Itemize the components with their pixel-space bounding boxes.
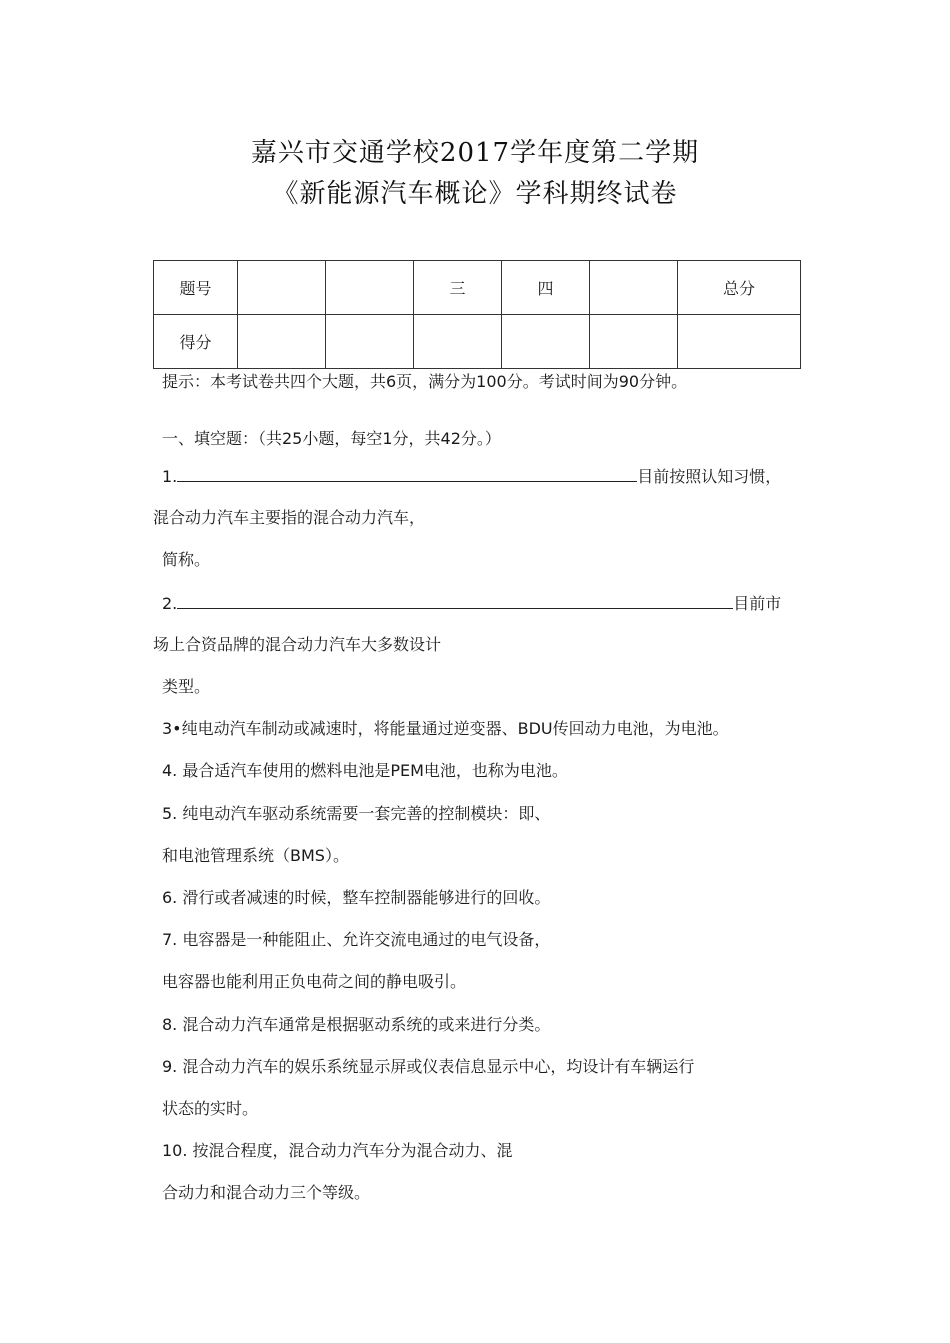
question-line: 5. 纯电动汽车驱动系统需要一套完善的控制模块：即、 [162,804,551,823]
question-line: 简称。 [162,550,211,569]
answer-blank [177,465,637,482]
question-line: 9. 混合动力汽车的娱乐系统显示屏或仪表信息显示中心，均设计有车辆运行 [162,1057,695,1076]
score-table-score-row [154,315,801,369]
page-subtitle: 《新能源汽车概论》学科期终试卷 [272,179,678,209]
score-cell [678,315,801,369]
score-table-header-row [154,261,801,315]
question-number: 2. [162,594,178,613]
question-line: 场上合资品牌的混合动力汽车大多数设计 [153,635,442,654]
question-line: 10. 按混合程度，混合动力汽车分为混合动力、混 [162,1141,513,1160]
score-cell [590,261,678,315]
question-line: 混合动力汽车主要指的混合动力汽车， [153,508,426,527]
question-line: 4. 最合适汽车使用的燃料电池是PEM电池，也称为电池。 [162,761,568,780]
score-cell: 总分 [678,261,801,315]
score-cell: 三 [414,261,502,315]
section-heading: 一、填空题：（共25小题，每空1分，共42分。） [162,429,501,448]
score-cell: 题号 [154,261,238,315]
score-cell [326,261,414,315]
score-cell: 四 [502,261,590,315]
question-line: 3•纯电动汽车制动或减速时，将能量通过逆变器、BDU传回动力电池，为电池。 [162,719,729,738]
question-line [162,592,781,615]
score-cell [414,315,502,369]
exam-notice: 提示：本考试卷共四个大题，共6页，满分为100分。考试时间为90分钟。 [162,372,688,391]
score-cell [238,315,326,369]
question-line: 和电池管理系统（BMS）。 [162,846,349,865]
score-cell [238,261,326,315]
score-cell [502,315,590,369]
score-table [153,260,801,369]
question-line: 状态的实时。 [162,1099,259,1118]
page-title: 嘉兴市交通学校2017学年度第二学期 [250,138,700,168]
question-line: 6. 滑行或者减速的时候，整车控制器能够进行的回收。 [162,888,551,907]
score-cell: 得分 [154,315,238,369]
question-text: 目前市 [733,594,782,613]
score-cell [326,315,414,369]
question-line: 合动力和混合动力三个等级。 [162,1183,371,1202]
question-line: 电容器也能利用正负电荷之间的静电吸引。 [162,972,467,991]
question-line: 8. 混合动力汽车通常是根据驱动系统的或来进行分类。 [162,1015,551,1034]
question-text: 目前按照认知习惯， [637,467,782,486]
question-line [162,465,781,488]
question-number: 1. [162,467,178,486]
answer-blank [177,592,733,609]
score-cell [590,315,678,369]
question-line: 类型。 [162,677,211,696]
question-line: 7. 电容器是一种能阻止、允许交流电通过的电气设备， [162,930,551,949]
